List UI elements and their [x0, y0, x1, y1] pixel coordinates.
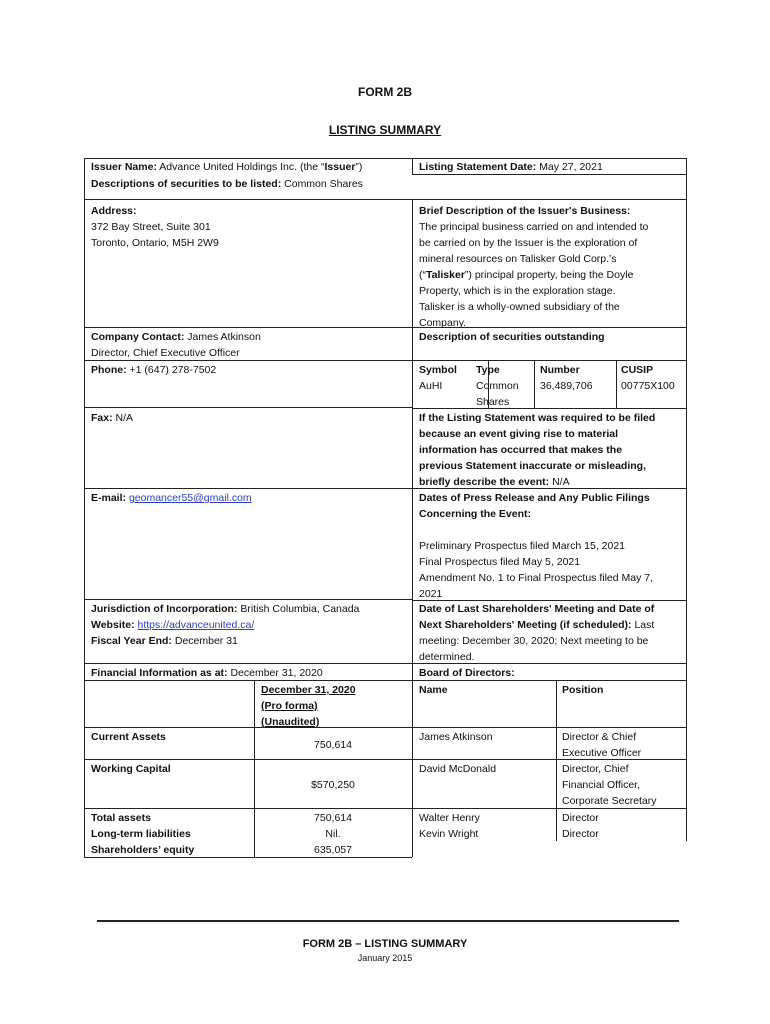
financial-information-label: Financial Information as at: December 31, 2020 — [91, 667, 323, 679]
director-position: Director & Chief Executive Officer — [562, 731, 642, 759]
director-name: David McDonald — [419, 763, 497, 775]
current-assets-label: Current Assets — [91, 731, 166, 743]
listing-summary-heading: LISTING SUMMARY — [328, 123, 442, 137]
type-cell: Type Common Shares — [476, 364, 519, 408]
working-capital-label: Working Capital — [91, 763, 171, 775]
securities-outstanding-label: Description of securities outstanding — [419, 331, 605, 343]
email: E-mail: geomancer55@gmail.com — [91, 492, 252, 504]
total-assets-label: Total assets — [91, 812, 151, 824]
business-description: Brief Description of the Issuer's Business: The principal business carried on and intended to be carried on by the Issuer is the exploration of mineral resources on Talisker Gold Corp.’s (“Talisker”) principal property, being the Doyle Property, which is in the exploration stage. Talisker is a wholly-owned subsidiary of the Company. — [419, 205, 649, 329]
website-link[interactable]: https://advanceunited.ca/ — [137, 619, 255, 631]
fax: Fax: N/A — [91, 412, 134, 424]
long-term-liabilities-label: Long-term liabilities — [91, 828, 191, 840]
event-description: If the Listing Statement was required to be filed because an event giving rise to material information has occurred that makes the previous Statement inaccurate or misleading, briefly describe the event: N/A — [419, 412, 656, 488]
fiscal-year-end: Fiscal Year End: December 31 — [91, 635, 238, 647]
shareholders-meeting: Date of Last Shareholders' Meeting and Date of Next Shareholders' Meeting (if scheduled): Last meeting: December 30, 2020; Next meeting to be determined. — [419, 603, 655, 663]
jurisdiction: Jurisdiction of Incorporation: British Columbia, Canada — [91, 603, 360, 615]
symbol-cell: Symbol AuHI — [419, 364, 457, 392]
long-term-liabilities-value: Nil. — [325, 828, 341, 840]
working-capital-value: $570,250 — [311, 779, 355, 791]
issuer-name: Issuer Name: Advance United Holdings Inc. (the “Issuer”) — [91, 161, 363, 173]
director-name: Walter Henry — [419, 812, 480, 824]
total-assets-value: 750,614 — [314, 812, 352, 824]
website: Website: https://advanceunited.ca/ — [91, 619, 255, 631]
address-block: Address: 372 Bay Street, Suite 301 Toronto, Ontario, M5H 2W9 — [91, 205, 219, 249]
board-position-header: Position — [562, 684, 604, 696]
listing-statement-date: Listing Statement Date: May 27, 2021 — [419, 161, 603, 173]
press-release-filings: Dates of Press Release and Any Public Filings Concerning the Event: Preliminary Prospectus filed March 15, 2021 Final Prospectus filed May 5, 2021 Amendment No. 1 to Final Prospectus filed May 7, 2021 — [419, 492, 654, 600]
securities-to-be-listed: Descriptions of securities to be listed: Common Shares — [91, 178, 363, 190]
company-contact: Company Contact: James Atkinson Director, Chief Executive Officer — [91, 331, 261, 359]
director-name: James Atkinson — [419, 731, 493, 743]
shareholders-equity-label: Shareholders’ equity — [91, 844, 195, 856]
director-name: Kevin Wright — [419, 828, 479, 840]
board-of-directors-label: Board of Directors: — [419, 667, 515, 679]
director-position: Director — [562, 812, 599, 824]
footer-title: FORM 2B – LISTING SUMMARY — [302, 938, 468, 950]
current-assets-value: 750,614 — [314, 739, 352, 751]
shareholders-equity-value: 635,057 — [314, 844, 352, 856]
number-cell: Number 36,489,706 — [540, 364, 593, 392]
board-name-header: Name — [419, 684, 448, 696]
cusip-cell: CUSIP 00775X100 — [621, 364, 675, 392]
footer-date: January 2015 — [357, 953, 413, 963]
phone: Phone: +1 (647) 278-7502 — [91, 364, 217, 376]
director-position: Director, Chief Financial Officer, Corporate Secretary — [562, 763, 657, 807]
financial-column-header: December 31, 2020 (Pro forma) (Unaudited) — [261, 684, 356, 728]
director-position: Director — [562, 828, 599, 840]
email-link[interactable]: geomancer55@gmail.com — [128, 492, 252, 504]
footer-rule — [97, 920, 679, 922]
form-title: FORM 2B — [358, 85, 412, 99]
